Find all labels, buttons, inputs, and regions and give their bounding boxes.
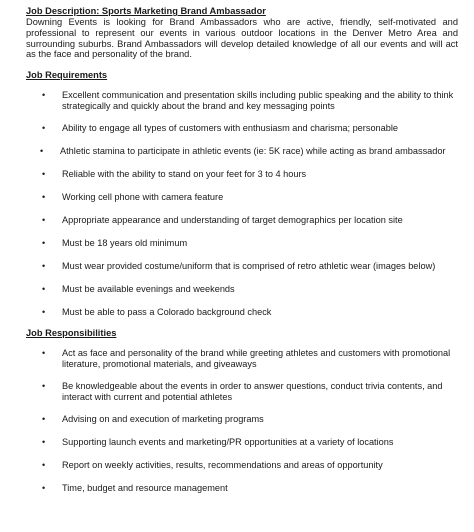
bullet-icon: • [42, 483, 46, 494]
requirement-text: Must be able to pass a Colorado background check [62, 307, 272, 318]
bullet-icon: • [42, 215, 46, 226]
responsibility-text: Be knowledgeable about the events in order to answer questions, conduct trivia contents, and interact with current and potential athletes [62, 381, 443, 403]
requirement-item [26, 146, 458, 157]
requirement-item [26, 192, 458, 203]
requirement-text: Ability to engage all types of customers with enthusiasm and charisma; personable [62, 123, 399, 134]
bullet-icon: • [42, 307, 46, 318]
bullet-icon: • [42, 169, 46, 180]
responsibility-text: Act as face and personality of the brand while greeting athletes and customers with promotional literature, promotional materials, and giveaways [62, 348, 451, 370]
requirement-text: Reliable with the ability to stand on your feet for 3 to 4 hours [62, 169, 307, 180]
requirement-text: Working cell phone with camera feature [62, 192, 224, 203]
responsibility-item [26, 483, 458, 494]
requirement-item [26, 284, 458, 295]
job-description-title: Job Description: Sports Marketing Brand Ambassador [26, 6, 266, 16]
requirement-text: Excellent communication and presentation skills including public speaking and the ability to think strategically and quickly about the brand and key messaging points [62, 90, 454, 112]
job-description-intro: Downing Events is looking for Brand Ambassadors who are active, friendly, self-motivated and professional to represent our events in various outdoor locations in the Denver Metro Area and surrounding suburbs. Brand Ambassadors will develop detailed knowledge of all our events and will act as the face and personality of the brand. [26, 17, 458, 60]
bullet-icon: • [40, 146, 44, 157]
document-page [26, 6, 458, 494]
responsibility-item [26, 414, 458, 425]
requirement-item [26, 215, 458, 226]
bullet-icon: • [42, 284, 46, 295]
responsibilities-list [26, 348, 458, 494]
responsibility-item [26, 381, 458, 403]
bullet-icon: • [42, 348, 46, 359]
requirement-item [26, 307, 458, 318]
bullet-icon: • [42, 437, 46, 448]
responsibility-item [26, 437, 458, 448]
requirement-text: Athletic stamina to participate in athletic events (ie: 5K race) while acting as brand ambassador [60, 146, 446, 157]
bullet-icon: • [42, 381, 46, 392]
requirements-list [26, 90, 458, 318]
requirements-heading: Job Requirements [26, 70, 108, 81]
bullet-icon: • [42, 414, 46, 425]
requirement-text: Must be 18 years old minimum [62, 238, 188, 249]
responsibility-text: Time, budget and resource management [62, 483, 228, 494]
requirement-item [26, 123, 458, 134]
requirement-text: Must be available evenings and weekends [62, 284, 235, 295]
requirement-item [26, 238, 458, 249]
requirement-item [26, 169, 458, 180]
responsibilities-heading: Job Responsibilities [26, 328, 117, 339]
bullet-icon: • [42, 238, 46, 249]
bullet-icon: • [42, 123, 46, 134]
responsibility-text: Report on weekly activities, results, recommendations and areas of opportunity [62, 460, 383, 471]
responsibility-item [26, 348, 458, 370]
responsibility-text: Advising on and execution of marketing programs [62, 414, 264, 425]
responsibility-text: Supporting launch events and marketing/PR opportunities at a variety of locations [62, 437, 394, 448]
requirement-item [26, 261, 458, 272]
requirement-item [26, 90, 458, 112]
bullet-icon: • [42, 90, 46, 101]
requirement-text: Must wear provided costume/uniform that is comprised of retro athletic wear (images below) [62, 261, 436, 272]
bullet-icon: • [42, 261, 46, 272]
responsibility-item [26, 460, 458, 471]
requirement-text: Appropriate appearance and understanding of target demographics per location site [62, 215, 403, 226]
bullet-icon: • [42, 192, 46, 203]
bullet-icon: • [42, 460, 46, 471]
